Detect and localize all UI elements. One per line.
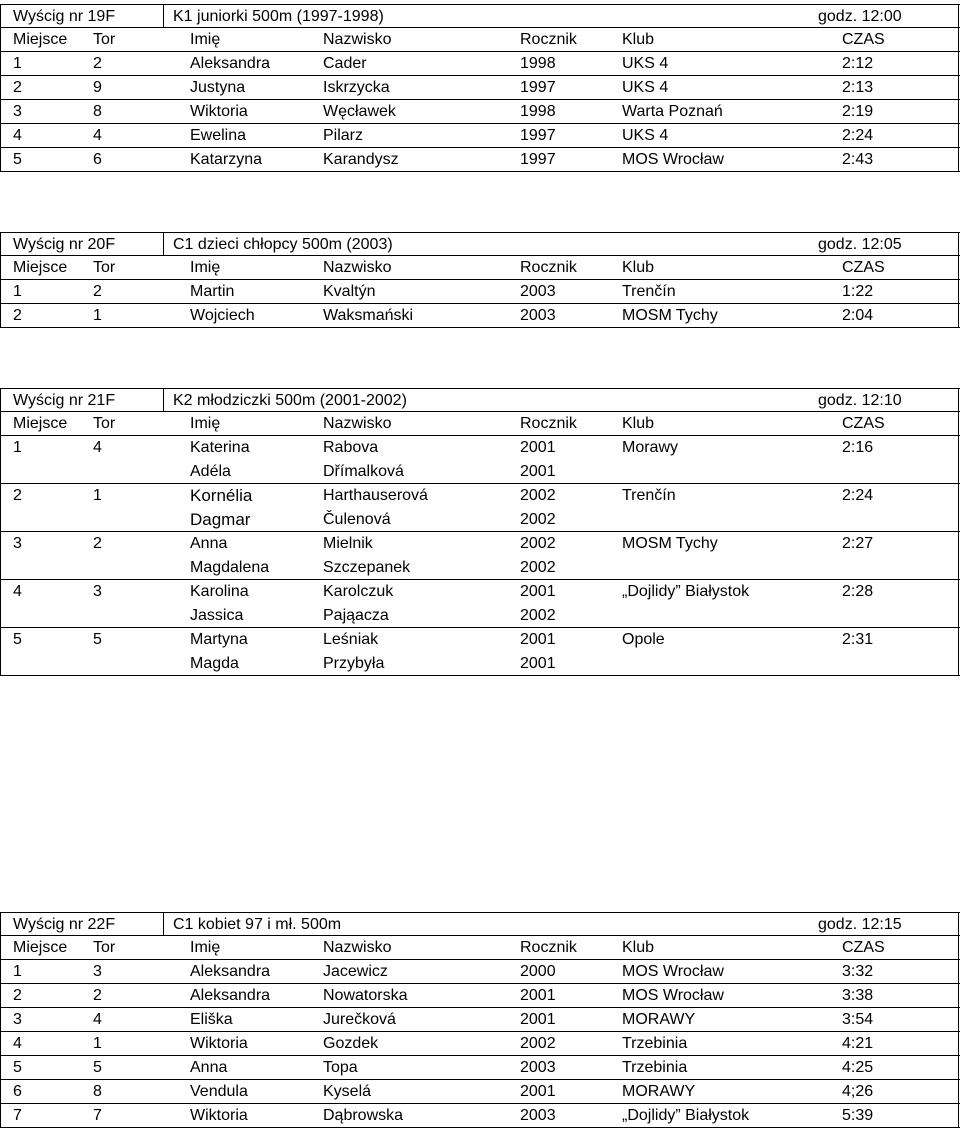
place: 5 [13,631,22,648]
club: MORAWY [622,1083,696,1100]
last-name: Topa [323,1059,358,1076]
place: 2 [13,487,22,504]
result-time: 2:24 [842,127,874,144]
first-name: Dagmar [190,510,251,529]
birth-year: 2001 [520,987,556,1004]
lane: 2 [93,55,102,72]
place: 2 [13,987,22,1004]
birth-year: 2002 [520,511,556,528]
result-time: 4;26 [842,1083,874,1100]
last-name: Mielnik [323,535,373,552]
race-number: Wyścig nr 19F [13,8,116,25]
first-name: Aleksandra [190,55,271,72]
lane: 3 [93,963,102,980]
lane: 4 [93,439,102,456]
last-name: Karolczuk [323,583,394,600]
divider [163,5,164,27]
header-miejsce: Miejsce [13,31,68,48]
column-header-row [0,28,960,52]
birth-years [520,436,556,484]
table-row [0,580,960,628]
place: 1 [13,55,22,72]
result-time: 2:27 [842,535,874,552]
table-row [0,1008,960,1032]
table-row [0,984,960,1008]
place: 4 [13,583,22,600]
first-name: Adéla [190,463,231,480]
birth-year: 2003 [520,1107,556,1124]
last-name: Nowatorska [323,987,408,1004]
lane: 5 [93,631,102,648]
header-imie: Imię [190,939,221,956]
last-name: Węcławek [323,103,396,120]
club: Trzebinia [622,1035,688,1052]
first-name: Wiktoria [190,103,248,120]
place: 1 [13,283,22,300]
birth-year: 2001 [520,583,556,600]
last-names [323,532,410,580]
last-names [323,484,428,532]
first-name: Wiktoria [190,1107,248,1124]
club: MOS Wrocław [622,963,724,980]
lane: 7 [93,1107,102,1124]
result-time: 4:21 [842,1035,874,1052]
header-nazwisko: Nazwisko [323,415,392,432]
last-name: Dąbrowska [323,1107,404,1124]
race-table [0,4,960,172]
header-imie: Imię [190,259,221,276]
header-klub: Klub [622,939,655,956]
table-row [0,436,960,484]
table-row [0,280,960,304]
club: MOSM Tychy [622,307,718,324]
result-time: 2:19 [842,103,874,120]
club: MOSM Tychy [622,535,718,552]
birth-year: 2002 [520,607,556,624]
first-names [190,628,248,676]
last-name: Leśniak [323,631,379,648]
birth-years [520,580,556,628]
last-name: Dřímalková [323,463,404,480]
first-name: Magda [190,655,239,672]
club: Opole [622,631,665,648]
result-time: 3:38 [842,987,874,1004]
club: Trzebinia [622,1059,688,1076]
header-tor: Tor [93,415,116,432]
place: 4 [13,1035,22,1052]
first-name: Wojciech [190,307,255,324]
header-tor: Tor [93,939,116,956]
last-names [323,628,384,676]
birth-year: 1998 [520,103,556,120]
table-row [0,304,960,328]
birth-years [520,532,556,580]
result-time: 2:16 [842,439,874,456]
divider [163,233,164,255]
race-start-time: godz. 12:15 [818,916,902,933]
first-names [190,580,249,628]
place: 2 [13,79,22,96]
result-time: 4:25 [842,1059,874,1076]
race-number: Wyścig nr 21F [13,392,116,409]
table-row [0,532,960,580]
birth-year: 2000 [520,963,556,980]
first-name: Aleksandra [190,963,271,980]
first-name: Magdalena [190,559,270,576]
lane: 8 [93,1083,102,1100]
club: Warta Poznań [622,103,723,120]
header-czas: CZAS [842,415,885,432]
last-name: Čulenová [323,511,391,528]
column-header-row [0,412,960,436]
lane: 3 [93,583,102,600]
birth-year: 2002 [520,535,556,552]
table-row [0,76,960,100]
last-names [323,580,393,628]
place: 6 [13,1083,22,1100]
birth-year: 2001 [520,1011,556,1028]
lane: 8 [93,103,102,120]
header-rocznik: Rocznik [520,939,577,956]
place: 3 [13,103,22,120]
birth-year: 1997 [520,127,556,144]
first-name: Justyna [190,79,246,96]
race-category: K1 juniorki 500m (1997-1998) [173,8,384,25]
first-name: Anna [190,1059,228,1076]
club: MOS Wrocław [622,987,724,1004]
race-start-time: godz. 12:10 [818,392,902,409]
result-time: 3:54 [842,1011,874,1028]
first-names [190,436,250,484]
race-header-row [0,912,960,936]
birth-year: 2001 [520,655,556,672]
club: UKS 4 [622,127,669,144]
header-miejsce: Miejsce [13,259,68,276]
last-name: Gozdek [323,1035,379,1052]
race-start-time: godz. 12:00 [818,8,902,25]
lane: 4 [93,127,102,144]
last-name: Cader [323,55,367,72]
birth-years [520,484,556,532]
header-klub: Klub [622,415,655,432]
header-rocznik: Rocznik [520,259,577,276]
race-header-row [0,388,960,412]
first-names [190,532,269,580]
header-klub: Klub [622,259,655,276]
birth-year: 1997 [520,79,556,96]
race-header-row [0,4,960,28]
birth-year: 2003 [520,283,556,300]
header-tor: Tor [93,31,116,48]
divider [163,913,164,935]
first-name: Jassica [190,607,244,624]
last-name: Jacewicz [323,963,388,980]
header-rocznik: Rocznik [520,415,577,432]
lane: 4 [93,1011,102,1028]
header-nazwisko: Nazwisko [323,259,392,276]
result-time: 1:22 [842,283,874,300]
header-miejsce: Miejsce [13,415,68,432]
club: „Dojlidy” Białystok [622,1107,750,1124]
birth-year: 1997 [520,151,556,168]
table-row [0,484,960,532]
race-number: Wyścig nr 22F [13,916,116,933]
table-row [0,1104,960,1128]
place: 5 [13,1059,22,1076]
lane: 1 [93,307,102,324]
first-name: Ewelina [190,127,247,144]
header-nazwisko: Nazwisko [323,939,392,956]
race-category: C1 dzieci chłopcy 500m (2003) [173,236,393,253]
result-time: 2:31 [842,631,874,648]
birth-year: 2001 [520,631,556,648]
place: 4 [13,127,22,144]
place: 2 [13,307,22,324]
last-name: Szczepanek [323,559,411,576]
club: Trenčín [622,283,676,300]
header-tor: Tor [93,259,116,276]
birth-year: 2003 [520,307,556,324]
header-czas: CZAS [842,259,885,276]
race-category: C1 kobiet 97 i mł. 500m [173,916,342,933]
header-czas: CZAS [842,939,885,956]
race-start-time: godz. 12:05 [818,236,902,253]
first-name: Karolina [190,583,249,600]
first-names [190,484,252,532]
birth-year: 2001 [520,463,556,480]
first-name: Wiktoria [190,1035,248,1052]
birth-year: 2002 [520,1035,556,1052]
club: MOS Wrocław [622,151,724,168]
lane: 1 [93,487,102,504]
result-time: 5:39 [842,1107,874,1124]
lane: 2 [93,283,102,300]
result-time: 3:32 [842,963,874,980]
last-name: Pająacza [323,607,389,624]
race-number: Wyścig nr 20F [13,236,116,253]
place: 3 [13,1011,22,1028]
first-name: Aleksandra [190,987,271,1004]
table-row [0,52,960,76]
birth-years [520,628,556,676]
last-name: Harthauserová [323,487,428,504]
club: UKS 4 [622,79,669,96]
first-name: Katarzyna [190,151,263,168]
table-row [0,124,960,148]
header-klub: Klub [622,31,655,48]
place: 3 [13,535,22,552]
last-name: Waksmański [323,307,414,324]
club: „Dojlidy” Białystok [622,583,750,600]
lane: 2 [93,535,102,552]
result-time: 2:28 [842,583,874,600]
divider [163,389,164,411]
birth-year: 2001 [520,439,556,456]
first-name: Kornélia [190,486,253,505]
birth-year: 2001 [520,1083,556,1100]
result-time: 2:13 [842,79,874,96]
last-name: Przybyła [323,655,385,672]
birth-year: 1998 [520,55,556,72]
birth-year: 2003 [520,1059,556,1076]
column-header-row [0,256,960,280]
result-time: 2:24 [842,487,874,504]
lane: 2 [93,987,102,1004]
result-time: 2:12 [842,55,874,72]
race-category: K2 młodziczki 500m (2001-2002) [173,392,407,409]
table-row [0,1032,960,1056]
header-imie: Imię [190,415,221,432]
race-table [0,232,960,328]
first-name: Eliška [190,1011,233,1028]
race-table [0,912,960,1128]
result-time: 2:43 [842,151,874,168]
place: 5 [13,151,22,168]
place: 1 [13,963,22,980]
birth-year: 2002 [520,559,556,576]
table-row [0,628,960,676]
race-table [0,388,960,676]
first-name: Martin [190,283,235,300]
last-name: Jurečková [323,1011,396,1028]
lane: 5 [93,1059,102,1076]
header-rocznik: Rocznik [520,31,577,48]
club: Trenčín [622,487,676,504]
club: UKS 4 [622,55,669,72]
last-name: Rabova [323,439,379,456]
last-names [323,436,404,484]
header-imie: Imię [190,31,221,48]
header-czas: CZAS [842,31,885,48]
column-header-row [0,936,960,960]
lane: 1 [93,1035,102,1052]
birth-year: 2002 [520,487,556,504]
first-name: Anna [190,535,228,552]
last-name: Kvaltýn [323,283,376,300]
table-row [0,960,960,984]
lane: 9 [93,79,102,96]
header-miejsce: Miejsce [13,939,68,956]
place: 1 [13,439,22,456]
header-nazwisko: Nazwisko [323,31,392,48]
table-row [0,100,960,124]
table-row [0,1080,960,1104]
table-row [0,1056,960,1080]
club: Morawy [622,439,679,456]
last-name: Kyselá [323,1083,372,1100]
place: 7 [13,1107,22,1124]
last-name: Pilarz [323,127,364,144]
race-header-row [0,232,960,256]
result-time: 2:04 [842,307,874,324]
first-name: Vendula [190,1083,248,1100]
table-row [0,148,960,172]
first-name: Katerina [190,439,250,456]
club: MORAWY [622,1011,696,1028]
lane: 6 [93,151,102,168]
last-name: Karandysz [323,151,399,168]
last-name: Iskrzycka [323,79,390,96]
first-name: Martyna [190,631,248,648]
